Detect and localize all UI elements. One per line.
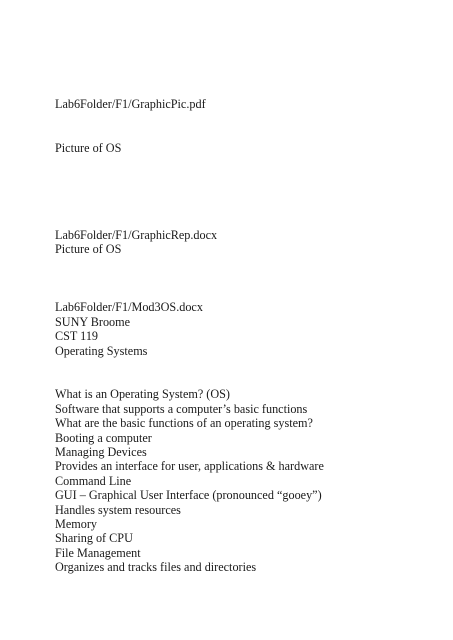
body-line: Booting a computer xyxy=(55,431,152,445)
body-line: Command Line xyxy=(55,474,132,488)
file-path-graphicrep: Lab6Folder/F1/GraphicRep.docx xyxy=(55,228,218,242)
course-title: Operating Systems xyxy=(55,344,148,358)
body-line: Managing Devices xyxy=(55,445,147,459)
body-line: Software that supports a computer’s basic functions xyxy=(55,402,308,416)
school-name: SUNY Broome xyxy=(55,315,131,329)
caption-picture-of-os: Picture of OS xyxy=(55,141,122,155)
file-path-graphicpic: Lab6Folder/F1/GraphicPic.pdf xyxy=(55,97,206,111)
course-code: CST 119 xyxy=(55,329,99,343)
body-line: What is an Operating System? (OS) xyxy=(55,387,230,401)
body-line: Organizes and tracks files and directories xyxy=(55,560,257,574)
body-line: GUI – Graphical User Interface (pronounced “gooey”) xyxy=(55,488,322,502)
body-line: What are the basic functions of an operating system? xyxy=(55,416,313,430)
body-line: File Management xyxy=(55,546,141,560)
body-line: Provides an interface for user, applications & hardware xyxy=(55,459,324,473)
body-line: Handles system resources xyxy=(55,503,181,517)
body-line: Sharing of CPU xyxy=(55,531,133,545)
caption-picture-of-os-2: Picture of OS xyxy=(55,242,122,256)
body-line: Memory xyxy=(55,517,97,531)
file-path-mod3os: Lab6Folder/F1/Mod3OS.docx xyxy=(55,300,203,314)
